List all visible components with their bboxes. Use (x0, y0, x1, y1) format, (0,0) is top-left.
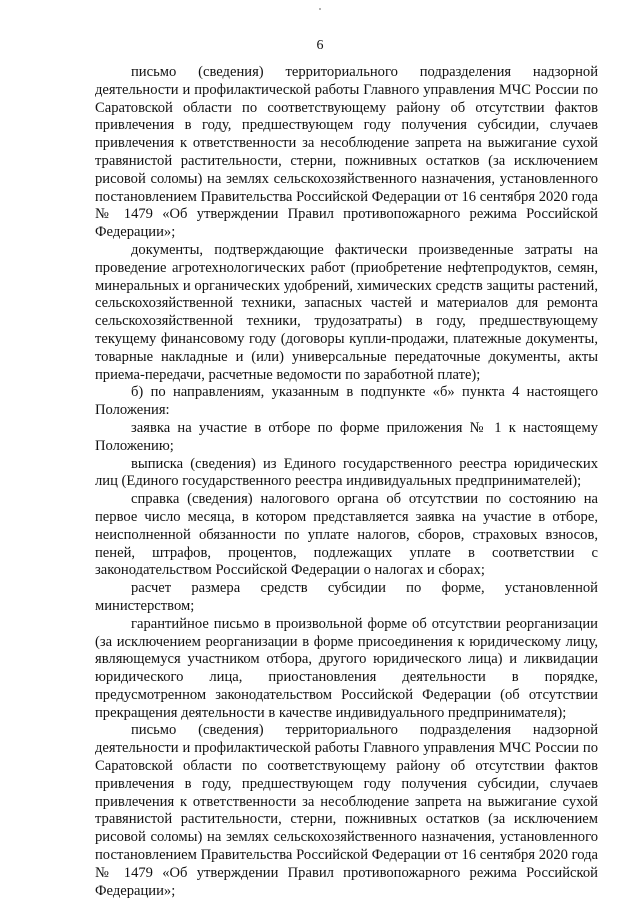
paragraph-subsection-b: б) по направлениям, указанным в подпункте «б» пункта 4 настоящего Положения: (95, 384, 598, 419)
paragraph-guarantee-letter: гарантийное письмо в произвольной форме об отсутствии реорганизации (за исключением реорганизации в форме присоединения к юридическому лицу, являющемуся участником отбора, другого юридического лица) и ликвидации юридического лица, приостановления деятельности в порядке, предусмотренном законодательством Российской Федерации (об отсутствии прекращения деятельности в качестве индивидуального предпринимателя); (95, 615, 598, 721)
page-number: 6 (316, 38, 324, 53)
paragraph-subsidy-calculation: расчет размера средств субсидии по форме, установленной министерством; (95, 580, 598, 614)
paragraph-tax-certificate: справка (сведения) налогового органа об отсутствии по состоянию на первое число месяца, в котором представляется заявка на участие в отборе, неисполненной обязанности по уплате налогов, сборов, страховых взносов, пеней, штрафов, процентов, подлежащих уплате в соответствии с законодательством Российской Федерации о налогах и сборах; (95, 491, 598, 579)
paragraph-cost-documents: документы, подтверждающие фактически произведенные затраты на проведение агротехнологических работ (приобретение нефтепродуктов, семян, минеральных и органических удобрений, химических средств защиты растений, сельскохозяйственной техники, запасных частей и материалов для ремонта сельскохозяйственной техники, трудозатраты) в году, предшествующему текущему финансовому году (договоры купли-продажи, платежные документы, товарные накладные и (или) универсальные передаточные документы, акты приема-передачи, расчетные ведомости по заработной плате); (95, 241, 598, 383)
document-body (95, 64, 598, 900)
paragraph-fire-authority-letter: письмо (сведения) территориального подразделения надзорной деятельности и профилактической работы Главного управления МЧС России по Саратовской области по соответствующему району об отсутствии фактов привлечения в году, предшествующем году получения субсидии, случаев привлечения к ответственности за несоблюдение запрета на выжигание сухой травянистой растительности, стерни, пожнивных остатков (за исключением рисовой соломы) на землях сельскохозяйственного назначения, установленного постановлением Правительства Российской Федерации от 16 сентября 2020 года № 1479 «Об утверждении Правил противопожарного режима Российской Федерации»; (95, 64, 598, 241)
scan-dot (319, 8, 321, 10)
paragraph-fire-authority-letter-2: письмо (сведения) территориального подразделения надзорной деятельности и профилактической работы Главного управления МЧС России по Саратовской области по соответствующему району об отсутствии фактов привлечения в году, предшествующем году получения субсидии, случаев привлечения к ответственности за несоблюдение запрета на выжигание сухой травянистой растительности, стерни, пожнивных остатков (за исключением рисовой соломы) на землях сельскохозяйственного назначения, установленного постановлением Правительства Российской Федерации от 16 сентября 2020 года № 1479 «Об утверждении Правил противопожарного режима Российской Федерации»; (95, 722, 598, 899)
paragraph-application: заявка на участие в отборе по форме приложения № 1 к настоящему Положению; (95, 419, 598, 454)
paragraph-registry-extract: выписка (сведения) из Единого государственного реестра юридических лиц (Единого государственного реестра индивидуальных предпринимателей); (95, 455, 598, 490)
